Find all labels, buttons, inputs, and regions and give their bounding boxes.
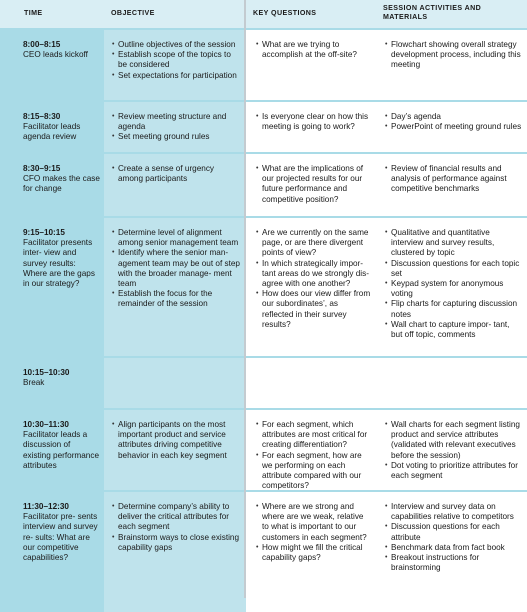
objective-cell	[104, 492, 246, 612]
header-materials: SESSION ACTIVITIES AND MATERIALS	[376, 0, 527, 28]
session-lead: Facilitator leads a discussion of existing performance attributes	[23, 430, 99, 470]
objective-item: • Identify where the senior man- agement team may be out of step with the broader manage- ment team	[112, 248, 241, 289]
material-item: • Keypad system for anonymous voting	[385, 279, 522, 299]
session-lead: Break	[23, 378, 45, 388]
session-lead: Facilitator leads agenda review	[23, 122, 81, 142]
material-item: • Discussion questions for each topic set	[385, 259, 522, 279]
question-item: • What are we trying to accomplish at the off-site?	[256, 40, 371, 60]
materials-cell	[376, 358, 527, 408]
session-time-cell	[0, 410, 104, 490]
session-time-cell	[0, 30, 104, 100]
question-item-list	[256, 502, 371, 563]
objective-item: • Determine level of alignment among senior management team	[112, 228, 241, 248]
objective-cell	[104, 30, 246, 100]
session-time: 8:30–9:15	[23, 164, 61, 173]
material-item-list	[385, 228, 522, 340]
session-time: 10:15–10:30	[23, 368, 70, 377]
key-questions-cell	[246, 102, 376, 152]
key-questions-cell	[246, 218, 376, 356]
material-item: • Flip charts for capturing discussion notes	[385, 299, 522, 319]
objective-item: • Review meeting structure and agenda	[112, 112, 241, 132]
objective-cell	[104, 154, 246, 216]
question-item: • For each segment, which attributes are most critical for creating differentiation?	[256, 420, 371, 451]
session-time: 9:15–10:15	[23, 228, 65, 237]
session-time-cell	[0, 218, 104, 356]
header-time: TIME	[0, 0, 104, 28]
materials-cell	[376, 218, 527, 356]
materials-cell	[376, 410, 527, 490]
material-item: • Flowchart showing overall strategy development process, including this meeting	[385, 40, 522, 71]
session-time: 10:30–11:30	[23, 420, 69, 429]
key-questions-cell	[246, 410, 376, 490]
materials-cell	[376, 492, 527, 612]
question-item: • Where are we strong and where are we weak, relative to what is important to our customers in each segment?	[256, 502, 371, 543]
question-item-list	[256, 228, 371, 330]
objective-cell	[104, 218, 246, 356]
objective-item: • Set expectations for participation	[112, 71, 241, 81]
question-item-list	[256, 112, 371, 132]
question-item-list	[256, 420, 371, 490]
objective-item-list	[112, 502, 241, 553]
objective-item: • Establish scope of the topics to be considered	[112, 50, 241, 70]
session-time-cell	[0, 492, 104, 612]
material-item-list	[385, 40, 522, 71]
key-questions-cell	[246, 358, 376, 408]
session-time: 11:30–12:30	[23, 502, 69, 511]
question-item-list	[256, 164, 371, 205]
objective-cell	[104, 358, 246, 408]
objective-item-list	[112, 40, 241, 81]
objective-item: • Determine company’s ability to deliver the critical attributes for each segment	[112, 502, 241, 533]
session-time: 8:15–8:30	[23, 112, 61, 121]
material-item: • Wall chart to capture impor- tant, but off topic, comments	[385, 320, 522, 340]
objective-item: • Align participants on the most important product and service attributes driving competitive behavior in each key segment	[112, 420, 241, 461]
material-item: • Benchmark data from fact book	[385, 543, 522, 553]
session-lead: CEO leads kickoff	[23, 50, 88, 60]
question-item: • How might we fill the critical capability gaps?	[256, 543, 371, 563]
session-time-cell	[0, 358, 104, 408]
materials-cell	[376, 30, 527, 100]
session-lead: Facilitator pre- sents interview and survey re- sults: What are our competitive capabilities?	[23, 512, 98, 563]
material-item: • Breakout instructions for brainstorming	[385, 553, 522, 573]
materials-cell	[376, 102, 527, 152]
objective-item-list	[112, 228, 241, 310]
objective-item: • Establish the focus for the remainder of the session	[112, 289, 241, 309]
material-item-list	[385, 420, 522, 481]
objective-item-list	[112, 164, 241, 184]
header-objective: OBJECTIVE	[104, 0, 246, 28]
materials-cell	[376, 154, 527, 216]
session-lead: CFO makes the case for change	[23, 174, 100, 194]
session-lead: Facilitator presents inter- view and survey results: Where are the gaps in our strategy?	[23, 238, 95, 289]
session-time-cell	[0, 102, 104, 152]
question-item: • Are we currently on the same page, or are there divergent points of view?	[256, 228, 371, 259]
session-time: 8:00–8:15	[23, 40, 61, 49]
objective-item: • Outline objectives of the session	[112, 40, 241, 50]
question-item: • In which strategically impor- tant areas do we strongly dis- agree with one another?	[256, 259, 371, 290]
header-key-questions: KEY QUESTIONS	[246, 0, 376, 28]
question-item-list	[256, 40, 371, 60]
material-item-list	[385, 164, 522, 195]
key-questions-cell	[246, 154, 376, 216]
objective-item: • Set meeting ground rules	[112, 132, 241, 142]
material-item-list	[385, 502, 522, 573]
material-item: • Dot voting to prioritize attributes for each segment	[385, 461, 522, 481]
material-item: • Interview and survey data on capabilities relative to competitors	[385, 502, 522, 522]
objective-item: • Brainstorm ways to close existing capability gaps	[112, 533, 241, 553]
question-item: • Is everyone clear on how this meeting is going to work?	[256, 112, 371, 132]
session-time-cell	[0, 154, 104, 216]
material-item: • Qualitative and quantitative interview and survey results, clustered by topic	[385, 228, 522, 259]
material-item: • Discussion questions for each attribute	[385, 522, 522, 542]
material-item: • Day’s agenda	[385, 112, 522, 122]
key-questions-cell	[246, 492, 376, 612]
material-item-list	[385, 112, 522, 132]
key-questions-cell	[246, 30, 376, 100]
material-item: • Wall charts for each segment listing product and service attributes (validated with relevant executives before the session)	[385, 420, 522, 461]
material-item: • Review of financial results and analysis of performance against competitive benchmarks	[385, 164, 522, 195]
objective-cell	[104, 410, 246, 490]
material-item: • PowerPoint of meeting ground rules	[385, 122, 522, 132]
question-item: • How does our view differ from our subordinates’, as reflected in their survey results?	[256, 289, 371, 330]
objective-item: • Create a sense of urgency among participants	[112, 164, 241, 184]
objective-item-list	[112, 112, 241, 143]
objective-item-list	[112, 420, 241, 461]
question-item: • For each segment, how are we performing on each attribute compared with our competitors?	[256, 451, 371, 490]
objective-cell	[104, 102, 246, 152]
question-item: • What are the implications of our projected results for our future performance and competitive position?	[256, 164, 371, 205]
